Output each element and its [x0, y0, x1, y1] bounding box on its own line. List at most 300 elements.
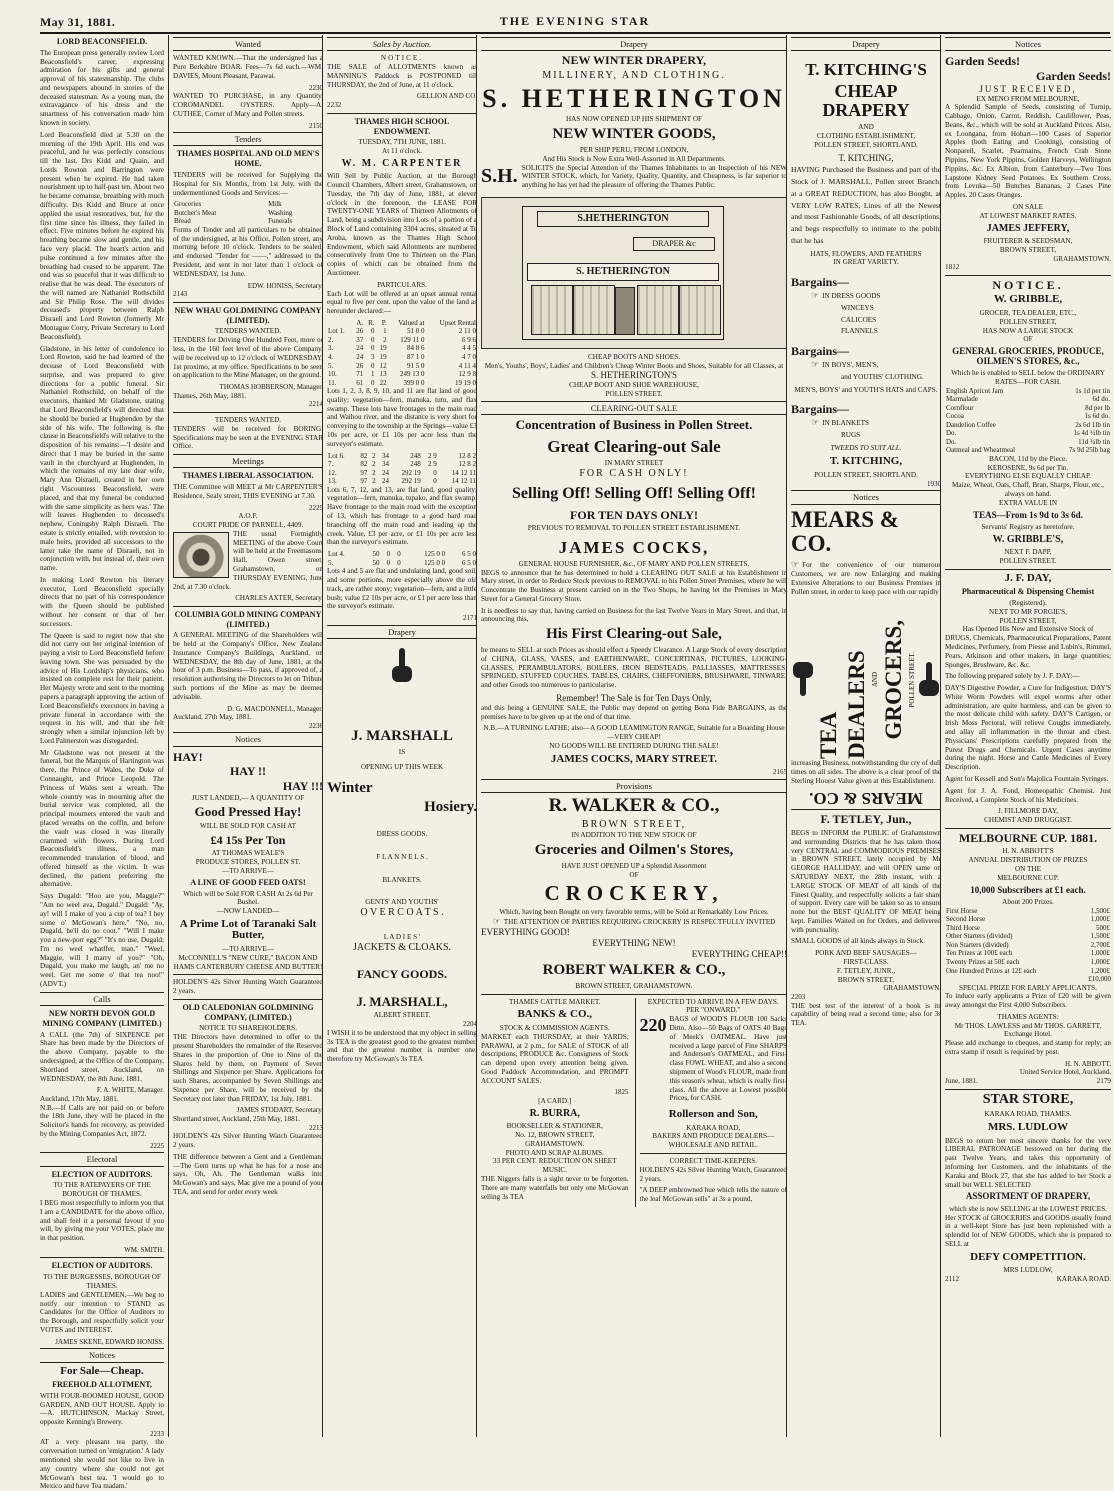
winceys: WINCEYS: [841, 303, 874, 312]
solicits-body: SOLICITS the Special Attention of the Thames Inhabitants to an Inspection of his NEW WINTER STOCK, which, for Variety, Quality, Quantity, and Cheapness, is far superior to anything he has yet had the pleasure of offering the Thames Public.: [521, 163, 787, 190]
lot-row-cell: Lot 1.: [328, 327, 345, 336]
price-row: [945, 404, 1111, 413]
particulars-title: PARTICULARS.: [377, 280, 427, 289]
divider: [40, 1257, 164, 1258]
just-landed: JUST LANDED,— A QUANTITY OF: [191, 793, 305, 802]
and-label: AND: [858, 122, 874, 131]
agent-kessell: Agent for Kessell and Son's Majolica Fountain Syringes.: [945, 774, 1109, 783]
divider: [173, 974, 323, 975]
her-stock: Her STOCK of GROCERIES and GOODS usually found in a well-kept Store has just been replenished with a splendid lot of NEW GOODS, which she is prepared to SELL at: [945, 1213, 1111, 1248]
concentration: Concentration of Business in Pollen Street.: [515, 417, 753, 433]
to-arrive-2: —TO ARRIVE—: [222, 944, 274, 953]
price-row-cell: 6d do.: [1092, 395, 1110, 404]
divider: [327, 113, 477, 114]
will-be-sold: WILL BE SOLD FOR CASH AT: [199, 822, 297, 831]
convenience-body: [791, 559, 941, 596]
for-sale-title: For Sale—Cheap.: [60, 1364, 144, 1377]
lot-row-cell: 6 5 0: [462, 550, 476, 559]
having-body: HAVING Purchased the Business and part of the Stock of J. MARSHALL, Pollen street Branch, at a GREAT REDUCTION, has also Bought, at VERY LOW RATES, Lines of all the Newest and most Fashionable Goods, of all descriptions, and begs respectfully to intimate to the public that he has: [791, 165, 941, 245]
abbott-sign: H. N. ABBOTT,: [1065, 1059, 1111, 1068]
of-label: OF: [629, 870, 639, 879]
lot-row-cell: 0: [371, 335, 375, 344]
lot-row: [327, 344, 477, 353]
card-label: [A CARD.]: [538, 1097, 572, 1106]
lot-row-cell: 5.: [328, 558, 334, 567]
hospital-body: Forms of Tender and all particulars to be obtained of the undersigned, at his Office, Pollen street, any morning before 10 o'clock. Tenders to be sealed, and endorsed "Tender for ——," addressed to the President, and sent in not later than 1 o'clock of WEDNESDAY, 1st June.: [173, 225, 323, 278]
brown-street-2: BROWN STREET, GRAHAMSTOWN.: [575, 981, 693, 990]
great-sale: Great Clearing-out Sale: [547, 436, 721, 456]
hay-3: HAY !!!: [282, 779, 323, 794]
wish-ad: I WISH it to be understood that my object in selling 3s TEA is the greatest good to the greatest number, and that the greatest number is number one, therefore try McGowan's 3s TEA: [327, 1028, 477, 1064]
caledonian-sign: JAMES STODART, Secretary.: [236, 1106, 323, 1115]
pollen-street-3: POLLEN STREET,: [999, 616, 1057, 625]
ad-number: 2230: [309, 83, 323, 92]
tea-dealers-block: [791, 599, 941, 759]
lot-row-cell: 125 0 0: [424, 558, 446, 567]
market-body: MARKET each THURSDAY, at their YARDS, PARAWAI, at 2 p.m., for SALE of STOCK of all descriptions, PRODUCE &c. Consignees of Stock can depend upon every attention being given. Good Paddock Accommodation, and PROMPT ACCOUNT SALES.: [481, 1032, 629, 1085]
calls-body: A CALL (the 7th) of SIXPENCE per Share has been made by the Directors of the above Company, payable to the undersigned, at the Office of the Company, Shortland street, Auckland, on WEDNESDAY, the 8th June, 1881.: [40, 1030, 164, 1083]
seeds-body: A Splendid Sample of Seeds, consisting of Turnip, Cabbage, Onion, Carrot, Reddish, Cauliflower, Peas, Beans, &c., which will be sold at Auckland Prices. Also, ex Loongana, from Hobart—100 Cases of Superior Apples (both Eating and Cooking), consisting of Nonpareil, Scarlet, Pearmains, French Crab Stone Pippins, New York Pippins, Golden Harveys, Wellington Pippins, &c. Ex Albion, from Canterbury—Two Tons Lapstone Kidney Seed Potatoes. Ex Southern Cross, from Levuka—50 Bunches Bananas, 2 Cases Pine Apples, 20 Cases Oranges.: [945, 103, 1111, 200]
everything-cheap: EVERYTHING ELSE EQUALLY CHEAP.: [965, 472, 1091, 481]
lot-row-cell: 11.: [328, 378, 337, 387]
chemist-druggist: CHEMIST AND DRUGGIST.: [984, 816, 1072, 825]
dress-goods: [791, 290, 941, 301]
shop-window: [573, 285, 615, 335]
prize-row-cell: 500£: [1096, 923, 1110, 932]
marshall-name: J. MARSHALL: [351, 728, 453, 745]
lot-row-cell: 0: [386, 558, 391, 567]
cocks-nb: N.B.—A TURNING LATHE; also—A GOOD LEAMINGTON RANGE, Suitable for a Boarding House—VERY CHEAP!: [483, 724, 785, 742]
divider: [945, 569, 1111, 570]
section-heading-auction: Sales by Auction.: [327, 37, 477, 51]
lot-row-cell: Valued at: [398, 318, 425, 327]
banks-name: BANKS & CO.,: [517, 1008, 593, 1021]
hay-price: £4 15s Per Ton: [210, 832, 286, 847]
next-forgie: NEXT TO MR FORGIE'S,: [989, 607, 1067, 616]
calls-date: Auckland, 17th May, 1881.: [40, 1094, 119, 1103]
lot-row-cell: 248: [410, 460, 421, 469]
lots-note: Lots 1, 2, 3, 8, 9, 10, and 11 are flat land of good quality; vegetation—fern, manuka, tutu, and flax swamp. These lots have frontages to the main road and Waihou river, and the distance is very short for conveying to the township at the Springs—value £3 10s per acre, or £1 10s per acre less than the surveyor's estimate.: [327, 387, 477, 448]
lot-row-cell: 4 7 0: [462, 352, 476, 361]
aof-sign: CHARLES AXTER, Secretary.: [235, 594, 323, 603]
ad-number: 2229: [309, 503, 323, 512]
lot-row-cell: 5.: [328, 361, 334, 370]
hosiery: Hosiery.: [424, 798, 477, 815]
lot-row: [327, 353, 477, 362]
school-date: TUESDAY, 7TH JUNE, 1881.: [358, 138, 446, 147]
price-row-cell: Do.: [946, 437, 957, 446]
pollen-street: POLLEN STREET, SHORTLAND.: [814, 140, 918, 149]
shop-window: [531, 285, 573, 335]
wanted-ad: WANTED KNOWN.—That the undersigned has a Pure Berkshire BOAR. Fees—7s 6d each.—WM. DAVIES, Mount Pleasant, Parawai.: [173, 54, 323, 80]
lot-row-cell: 0: [386, 550, 391, 559]
prize-row-cell: Third Horse: [946, 923, 981, 932]
boys-men: [791, 359, 941, 370]
tetley-sign: F. TETLEY, JUNR.,: [836, 966, 896, 975]
prize-row-cell: 2,700£: [1090, 940, 1110, 949]
prize-row-cell: First Horse: [946, 906, 978, 915]
lot-row-cell: 50: [372, 550, 380, 559]
cup-title: MELBOURNE CUP. 1881.: [958, 830, 1098, 845]
prize-row-cell: 1,000£: [1090, 949, 1110, 958]
hetherington-name: S. HETHERINGTON: [482, 84, 786, 114]
price-row: [945, 387, 1111, 396]
lot-row-cell: 13.: [328, 477, 337, 486]
column-3: [322, 35, 480, 1437]
lot-row-cell: 26: [356, 327, 364, 336]
columbia-title: COLUMBIA GOLD MINING COMPANY (LIMITED.): [174, 609, 322, 629]
fancy-goods: FANCY GOODS.: [357, 967, 447, 982]
cattle-title: THAMES CATTLE MARKET.: [508, 997, 601, 1006]
hospital-item: Groceries: [174, 200, 202, 209]
next-dapp: NEXT F. DAPP,: [1004, 548, 1052, 557]
beaconsfield-heading: LORD BEACONSFIELD.: [56, 37, 148, 46]
blankets-text: IN BLANKETS: [822, 418, 869, 427]
lot-row-cell: 248: [410, 451, 421, 460]
caledonian-title: OLD CALEDONIAN GOLDMINING COMPANY, (LIMITED.): [182, 1002, 314, 1022]
hats-caps: MEN'S, BOYS' and YOUTH'S HATS and CAPS.: [794, 385, 938, 394]
flannels: FLANNELS: [841, 327, 878, 336]
election-title: ELECTION OF AUDITORS.: [51, 1261, 153, 1271]
tweeds: TWEEDS TO SUIT ALL.: [830, 443, 902, 452]
price-row-cell: 2s 6d 1lb tin: [1075, 420, 1110, 429]
lowest-rates: AT LOWEST MARKET RATES.: [979, 211, 1077, 220]
storefront-illustration: [522, 206, 724, 340]
cattle-market-ad: [481, 998, 629, 1207]
karaka-road-2: KARAKA ROAD.: [1056, 1275, 1111, 1284]
liberal-title: THAMES LIBERAL ASSOCIATION.: [182, 471, 314, 481]
pollen-street: POLLEN STREET.: [605, 390, 663, 399]
price-row-cell: 1s 4d ½lb tin: [1073, 429, 1110, 438]
prize-total: £10,000: [1088, 975, 1111, 984]
holden-ad: HOLDEN'S 42s Silver Hunting Watch, Guaranteed 2 years.: [639, 1165, 788, 1183]
school-body: Will Sell by Public Auction, at the Borough Council Chambers, Albert street, Grahamstown, on Tuesday, the 7th day of June, 1881, at eleven o'clock in the forenoon, the LEASE FOR TWENTY-ONE YEARS of Thirteen Allotments of Land, being a subdivision into Lots of a portion of a Block of Land containing 3304 acres, situated at Te Aroha, known as the Thames High School Endowment, which said Allotments are numbered consecutively from One to Thirteen on the Plan, copies of which can be obtained from the Auctioneer.: [327, 172, 477, 277]
lot-row-cell: R.: [368, 318, 375, 327]
election-to: TO THE RATEPAYERS OF THE BOROUGH OF THAMES.: [53, 1181, 151, 1199]
crockery: CROCKERY,: [544, 881, 724, 906]
school-time: At 11 o'clock.: [382, 147, 422, 156]
price-table: [945, 387, 1111, 455]
boring-title: TENDERS WANTED.: [214, 415, 282, 424]
dugald-joke: Says Dugald: "Hoo are you, Maggie?" "Am no weel ava, Dugald." Dugald: "Ay, ay! will I make of you a cup of tea? I hey some o' McGowan's here." "No, no, Dugald, he'll do no coot." "Will I make you a new-porr egg?" "It's no use, Dugald; I'm no weel whatffer, man." "Weel, Maggie, will I marry of you?" "Oh, Dugald, you make me laugh, an' me no weel. Get me some o' that tea noo!" (ADVT.): [40, 892, 164, 988]
ad-number: 2232: [327, 101, 342, 110]
chemist: Pharmaceutical & Dispensing Chemist: [961, 587, 1095, 597]
price-row-cell: 11d ¼lb tin: [1078, 437, 1110, 446]
beaconsfield-para: In making Lord Rowton his literary executor, Lord Beaconsfield specially directs that no part of his correspondence with the Queen should be published without her consent or that of her successors.: [40, 575, 164, 628]
youths: and YOUTHS' CLOTHING.: [841, 372, 924, 381]
pointing-hand-icon: ☞: [492, 916, 501, 927]
pollen-street: POLLEN STREET,: [999, 317, 1057, 326]
hospital-item: Milk: [268, 200, 282, 209]
notice-sign: GELLION AND CO.: [416, 92, 477, 101]
prize-table: [945, 907, 1111, 975]
pollen-street-2: POLLEN STREET, SHORTLAND.: [814, 471, 918, 480]
hay-2: HAY !!: [229, 764, 267, 779]
whau-sub: TENDERS WANTED.: [214, 327, 282, 336]
masthead: [40, 14, 1110, 34]
prize-row-cell: 1,000£: [1090, 915, 1110, 924]
star-store: STAR STORE,: [982, 1091, 1074, 1107]
divider: [945, 828, 1111, 829]
ad-number: 2150: [309, 121, 323, 130]
price-row-cell: 1s 6d do.: [1084, 412, 1110, 421]
hospital-item: Washing: [268, 208, 293, 217]
calls-nb: N.B.—If Calls are not paid on or before the 18th June, they will be placed in the Solicitor's hands for recovery, as provided by the Mining Companies Act, 1872.: [40, 1103, 164, 1138]
lot-row-cell: 84 8 6: [407, 344, 425, 353]
section-heading-provisions: Provisions: [481, 779, 787, 793]
overcoats: O V E R C O A T S .: [360, 907, 444, 919]
notice-title: NOTICE.: [380, 54, 424, 63]
new-winter: NEW WINTER DRAPERY,: [561, 53, 707, 68]
divider: [173, 999, 323, 1000]
election-sign: JAMES SKENE, EDWARD HONISS.: [55, 1337, 164, 1346]
cheap-boots: CHEAP BOOTS AND SHOES.: [588, 352, 680, 361]
brown-street: BROWN STREET,: [999, 245, 1057, 254]
caledonian-date: Shortland street, Auckland, 25th May, 1881.: [173, 1114, 301, 1123]
per-ship: PER SHIP PERU, FROM LONDON,: [579, 145, 689, 154]
wanted-ad: WANTED TO PURCHASE, in any Quantity, COROMANDEL OYSTERS. Apply—A. CUTHEE, Corner of Mary and Pollen streets.: [173, 92, 323, 118]
ad-number: 2214: [309, 400, 323, 409]
blankets: [791, 417, 941, 428]
auctioneer: W. M. CARPENTER: [341, 157, 463, 169]
lot-row: [327, 559, 477, 568]
and-label: AND: [871, 671, 880, 687]
pollen-street-3: POLLEN STREET.: [908, 651, 917, 708]
kitching-3: T. KITCHING,: [829, 455, 903, 468]
lot-row-cell: Upset Rental: [439, 318, 476, 327]
ad-number: 2236: [309, 721, 323, 730]
gribble-2: W. GRIBBLE'S,: [992, 533, 1064, 545]
general-groceries: GENERAL GROCERIES, PRODUCE, OILMEN'S STORES, &c.,: [952, 346, 1104, 366]
grocers: GROCERS,: [881, 619, 907, 740]
attention: [481, 916, 787, 927]
ad-number: 2213: [309, 1123, 323, 1132]
price-row-cell: Dandelion Coffee: [946, 420, 996, 429]
section-heading-electoral: Electoral: [40, 1152, 164, 1166]
maize: Maize, Wheat, Oats, Chaff, Bran, Sharps, Flour, etc., always on hand.: [952, 481, 1104, 498]
bags-number: 220: [639, 1015, 667, 1036]
price-row-cell: Oatmeal and Wheatmeal: [946, 446, 1016, 455]
columbia-sign: D. G. MACDONNELL, Manager.: [227, 704, 323, 713]
albert-street: ALBERT STREET.: [373, 1011, 431, 1020]
lot-row-cell: [327, 319, 352, 328]
ad-number: 2171: [463, 614, 477, 623]
dress-goods-text: IN DRESS GOODS: [822, 291, 881, 300]
special-body: To induce early applicants a Prize of £20 will be given away amongst the First 4,000 Subscribers.: [945, 992, 1111, 1010]
hetherington-boots: S. HETHERINGTON'S: [591, 370, 677, 381]
notice-body: THE SALE of ALLOTMENTS known as MANNING'S Paddock is POSTPONED till THURSDAY, the 2nd of June, at 11 o'clock.: [327, 63, 477, 89]
opening: OPENING UP THIS WEEK: [360, 762, 444, 771]
lot-row-cell: 0: [371, 378, 375, 387]
lot-row: [327, 362, 477, 371]
pointing-hand-icon: ☞: [811, 289, 820, 300]
price-row-cell: Do.: [946, 429, 957, 438]
prize-row: [945, 924, 1111, 933]
brown-street: BROWN STREET,: [581, 819, 687, 831]
column-1: [40, 35, 167, 1491]
photo-albums: PHOTO AND SCRAP ALBUMS.: [505, 1148, 604, 1157]
winter: Winter: [327, 780, 373, 797]
james-cocks: JAMES COCKS,: [558, 537, 710, 557]
lodge-emblem-icon: [173, 532, 229, 578]
ludlow-name: MRS. LUDLOW: [987, 1121, 1069, 1134]
ad-number: 1930: [927, 479, 941, 488]
section-heading-drapery: Drapery: [327, 625, 477, 639]
prize-row: [945, 967, 1111, 976]
lot-row-cell: 3: [371, 352, 375, 361]
kitching-name: T. KITCHING'S: [805, 60, 927, 80]
lot-row-cell: 0: [371, 327, 375, 336]
to-arrive: —TO ARRIVE—: [222, 867, 274, 876]
lot-row-cell: 7.: [328, 460, 334, 469]
boot-warehouse: CHEAP BOOT AND SHOE WAREHOUSE,: [569, 381, 699, 390]
clothing: CLOTHING ESTABLISHMENT,: [816, 131, 916, 140]
lot-row-cell: 6 5 0: [462, 558, 476, 567]
ladies: L A D I E S ': [383, 933, 421, 942]
variety: IN GREAT VARIETY.: [833, 258, 899, 267]
lot-row-cell: 2 9: [428, 460, 437, 469]
roof-sign: S.HETHERINGTON: [537, 211, 709, 227]
lot-row-cell: 37: [356, 335, 364, 344]
bags-body: BAGS of WOOD'S FLOUR 100 Sacks Ditto. Also—50 Bags of OATS 40 Bags of Meek's OATMEAL. Have just received a large parcel of Fine SHARPS and Anderson's OATMEAL, and First-class FOWL WHEAT, and also a second shipment of Wood's FLOUR, made from this season's wheat, which is really first-class. All the above at Lowest possible Prices, for CASH.: [669, 1015, 787, 1103]
price-row: [945, 412, 1111, 421]
tea-dealers: TEA DEALERS: [816, 650, 870, 760]
lot-row-cell: 2: [372, 460, 376, 469]
lot-row-cell: 4.: [328, 352, 334, 361]
new-cure: McCONNELL'S "NEW CURE," BACON AND HAMS CANTERBURY CHEESE AND BUTTER!: [173, 953, 323, 971]
ad-number: 2165: [773, 768, 787, 777]
lot-row-cell: 12.: [328, 468, 337, 477]
lot-row-cell: 19: [379, 352, 387, 361]
fruiterer: FRUITERER & SEEDSMAN,: [983, 237, 1073, 246]
bacon: BACON, 11d by the Piece.: [989, 454, 1067, 463]
section-heading-wanted: Wanted: [173, 37, 323, 51]
lot-row-cell: 0: [371, 361, 375, 370]
brown-street: BROWN STREET,: [837, 975, 895, 984]
day-name: J. F. DAY,: [1004, 571, 1052, 584]
just-received: JUST RECEIVED,: [979, 83, 1077, 94]
expected: EXPECTED TO ARRIVE IN A FEW DAYS.: [647, 997, 779, 1006]
weale: AT THOMAS WEALE'S: [211, 849, 285, 858]
karaka-road: KARAKA ROAD, THAMES.: [984, 1110, 1072, 1119]
remedies: DAY'S Digestive Powder, a Cure for Indigestion. DAY'S White Worm Powders will expel worms after other administration, are quite harmless, and can be given to the most delicate child with safety. DAY'S Cartigen, or Irish Moss Pectoral, will relieve Coughs immediately, and allay all inflammation in the throat and chest. Physicians' Prescriptions carefully prepared from the Purest Drugs and Chemicals. Urgent Cases anytime during the night. Horse and Cattle Medicines of Every Description.: [945, 684, 1111, 772]
aof-body: THE usual Fortnightly MEETING of the above Court will be held at the Freemasons' Hall, Owen street, Grahamstown, on THURSDAY EVENING, June 2nd, at 7.30 o'clock.: [173, 529, 323, 591]
on-sale: ON SALE: [1012, 202, 1044, 211]
section-heading-meetings: Meetings: [173, 454, 323, 468]
hospital-body: TENDERS will be received for Supplying the Hospital for Six Months, from 1st July, with the undermentioned Goods and Services:—: [173, 170, 323, 197]
lot-row-cell: 2 9: [428, 451, 437, 460]
issue-date: May 31, 1881.: [40, 15, 116, 29]
lot-row-cell: 26: [356, 361, 364, 370]
grocer: GROCER, TEA DEALER, ETC.,: [979, 309, 1077, 318]
oats-price: Which will be Sold FOR CASH At 2s 6d Per Bushel.: [183, 889, 313, 907]
has-opened: HAS NOW OPENED UP HIS SHIPMENT OF: [565, 115, 703, 124]
pointing-hand-icon: [917, 662, 941, 696]
lot-row-cell: 125 0 0: [424, 550, 446, 559]
groceries: Groceries and Oilmen's Stores,: [534, 842, 734, 859]
price-row: [945, 438, 1111, 447]
convenience-text: For the convenience of our numerous Customers, we are now Enlarging and making Extensive Alterations to our Business Premises in Pollen street, in order to keep pace with our rapidly: [791, 560, 941, 596]
hospital-items: [173, 200, 323, 226]
mears-inverted: MEARS & CO.: [809, 788, 923, 808]
whau-title: NEW WHAU GOLDMINING COMPANY (LIMITED).: [174, 305, 322, 325]
lot-row-cell: 50: [372, 558, 380, 567]
now-landed: —NOW LANDED—: [216, 907, 280, 916]
thames-agents: THAMES AGENTS:: [997, 1012, 1059, 1021]
defy: DEFY COMPETITION.: [970, 1250, 1086, 1263]
abbott-name: H. N. ABBOTT'S: [1002, 847, 1054, 856]
whau-sign: THOMAS HOBBERSON, Manager.: [219, 383, 323, 392]
section-heading-notices: Notices: [791, 490, 941, 504]
liberal-body: THE Committee will MEET at Mr CARPENTER'S Residence, Sealy street, THIS EVENING at 7.30.: [173, 483, 323, 500]
hospital-item: Funerals: [268, 217, 293, 226]
prize-row: [945, 932, 1111, 941]
lot-row: [327, 379, 477, 388]
grahamstown: GRAHAMSTOWN.: [883, 984, 941, 993]
lot-row-cell: 399 0 0: [403, 378, 425, 387]
for-sale-line: FREEHOLD ALLOTMENT,: [52, 1380, 152, 1390]
dress-goods: DRESS GOODS.: [376, 829, 428, 838]
for-cash: FOR CASH ONLY!: [579, 467, 689, 479]
lot-row-cell: 1: [383, 327, 387, 336]
sh-initials: S.H.: [481, 164, 518, 187]
of-label: OF: [1023, 335, 1033, 344]
aof-heading: A.O.F.: [238, 512, 258, 521]
ad-number: 2112: [945, 1275, 960, 1284]
grahamstown: GRAHAMSTOWN.: [1053, 254, 1111, 263]
small-goods: SMALL GOODS of all kinds always in Stock.: [791, 937, 925, 946]
lot-row-cell: 2.: [328, 335, 334, 344]
hay-1: HAY!: [173, 749, 203, 764]
newspaper-title: THE EVENING STAR: [499, 14, 651, 28]
beaconsfield-para: Lord Beaconsfield died at 5.30 on the morning of the 19th April. His end was peaceful, and he was perfectly conscious till the last. Drs Kidd and Quain, and Lords Rowton and Barrington were present when he expired. He had taken nourishment up to half-past ten. About two he became comatose, breathing with much difficulty. Drs Kidd and Bruce at once applied the usual restoratives, but, for the first time since his illness, they failed in effect. Five minutes before he expired his breathing became slow and gentle, and his face very placid. The heart's action and pulse continued a few minutes after the breathing had ceased to be apparent. The end was so peaceful that it was difficult to realise that he was dead. The executors of the will named are Nathaniel Rothschild and Sir Philip Rose. The will divides deceased's property between Ralph Disraeli and Lord Rowton (formerly Mr Montague Corry, Private Secretary to Lord Beaconsfield).: [40, 130, 164, 341]
lots-note: Lots 4 and 5 are flat and undulating land, good soil, and some portions, more especially above the old track, are rather stony; vegetation—fern, and a little bush; value £2 10s per acre, or £1 per acre less than the surveyor's estimate.: [327, 567, 477, 611]
section-heading-clearing: CLEARING-OUT SALE: [481, 401, 787, 415]
hats: HATS, FLOWERS, AND FEATHERS: [810, 249, 922, 258]
lot-row: [327, 460, 477, 469]
bargains: Bargains—: [791, 344, 850, 359]
lot-row-cell: 82: [360, 451, 368, 460]
store-engraving: [481, 197, 787, 349]
lot-row-cell: P.: [381, 318, 387, 327]
lot-row-cell: 2: [383, 335, 387, 344]
lot-row-cell: 24: [382, 477, 389, 486]
prize-row-cell: 1,500£: [1090, 932, 1110, 941]
tetley-body: BEGS to INFORM the PUBLIC of Grahamstown and surrounding Districts that he has taken those very CENTRAL and COMMODIOUS PREMISES in BROWN STREET, lately occupied by Mr GEORGE HALLIDAY, and will OPEN same on SATURDAY NEXT, the 28th instant, with a LARGE STOCK OF MEAT of all kinds of the Finest Quality, and respectfully solicits a fair share of support. Every care will be taken so as to ensure none but the BEST QUALITY OF MEAT being kept. Families Waited on for Orders, and delivered with punctuality.: [791, 829, 941, 934]
lot-row-cell: 292 19: [401, 477, 421, 486]
cocks-begs: BEGS to announce that he has determined to hold a CLEARING OUT SALE at his Establishment in Mary street, in order to Reduce Stock previous to REMOVAL to his Pollen Street Premises, where he will Concentrate the Business at present carried on in the Two Shops, he having let the Premises in Mary Street for a General Grocery Store.: [481, 568, 787, 603]
agents-names: Mr THOS. LAWLESS and Mr THOS. GARRETT, Exchange Hotel.: [954, 1021, 1102, 1039]
lot-row-cell: 24: [382, 468, 389, 477]
lots-table: [327, 452, 477, 486]
grahamstown: GRAHAMSTOWN.: [525, 1139, 585, 1148]
have-just: HAVE JUST OPENED UP a Splendid Assortment: [561, 861, 707, 870]
lot-row: [327, 550, 477, 559]
divider: [791, 809, 941, 810]
pointing-hand-icon: ☞: [811, 358, 820, 369]
gribble-name: W. GRIBBLE,: [993, 293, 1063, 306]
melbourne-cup: MELBOURNE CUP.: [997, 873, 1059, 882]
section-heading-notices: Notices: [40, 1348, 164, 1362]
lot-row-cell: Lot 6.: [328, 451, 345, 460]
column-6: [940, 35, 1114, 1437]
lot-row-cell: 12: [379, 361, 387, 370]
mary-street: IN MARY STREET: [604, 458, 664, 467]
prize-row-cell: Twenty Prizes at 50£ each: [946, 957, 1020, 966]
for-sale-number: 2233: [150, 1429, 164, 1438]
divider: [173, 302, 323, 303]
kitching-2: T. KITCHING,: [838, 153, 894, 164]
